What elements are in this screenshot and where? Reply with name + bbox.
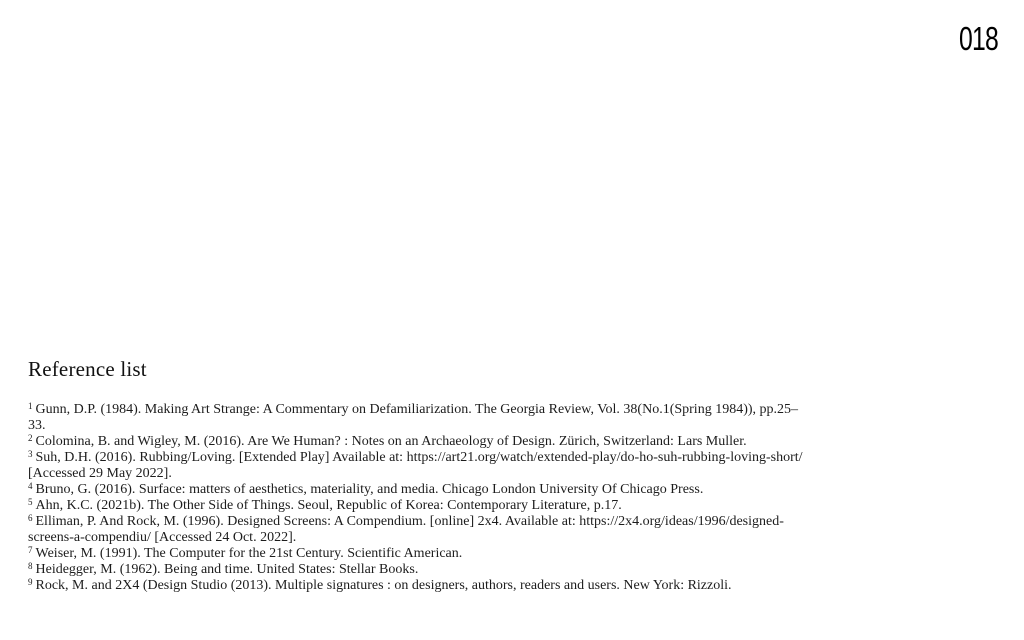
- reference-item: [28, 562, 810, 578]
- reference-text: Colomina, B. and Wigley, M. (2016). Are We Human? : Notes on an Archaeology of Design. Zürich, Switzerland: Lars Muller.: [35, 434, 747, 449]
- page-number: 018: [958, 20, 998, 57]
- reference-item: [28, 402, 810, 434]
- reference-marker: 3: [28, 449, 33, 459]
- section-heading: Reference list: [28, 357, 147, 381]
- reference-list: [28, 402, 810, 594]
- reference-item: [28, 578, 810, 594]
- reference-marker: 1: [28, 401, 33, 411]
- reference-item: [28, 514, 810, 546]
- reference-marker: 8: [28, 561, 33, 571]
- reference-item: [28, 546, 810, 562]
- reference-marker: 5: [28, 497, 33, 507]
- reference-item: [28, 498, 810, 514]
- reference-item: [28, 450, 810, 482]
- reference-text: Elliman, P. And Rock, M. (1996). Designed Screens: A Compendium. [online] 2x4. Available at: https://2x4.org/ideas/1996/designed-screens-a-compendiu/ [Accessed 24 Oct. 2022].: [28, 514, 784, 545]
- reference-text: Suh, D.H. (2016). Rubbing/Loving. [Extended Play] Available at: https://art21.org/watch/extended-play/do-ho-suh-rubbing-loving-short/ [Accessed 29 May 2022].: [28, 450, 803, 481]
- reference-text: Heidegger, M. (1962). Being and time. United States: Stellar Books.: [35, 562, 419, 577]
- reference-section: [28, 356, 810, 594]
- reference-item: [28, 482, 810, 498]
- reference-text: Bruno, G. (2016). Surface: matters of aesthetics, materiality, and media. Chicago London University Of Chicago Press.: [35, 482, 704, 497]
- reference-text: Weiser, M. (1991). The Computer for the 21st Century. Scientific American.: [35, 546, 463, 561]
- reference-marker: 2: [28, 433, 33, 443]
- reference-marker: 9: [28, 577, 33, 587]
- reference-text: Gunn, D.P. (1984). Making Art Strange: A Commentary on Defamiliarization. The Georgia Review, Vol. 38(No.1(Spring 1984)), pp.25–33.: [28, 402, 799, 433]
- reference-text: Ahn, K.C. (2021b). The Other Side of Things. Seoul, Republic of Korea: Contemporary Literature, p.17.: [35, 498, 622, 513]
- reference-marker: 7: [28, 545, 33, 555]
- reference-text: Rock, M. and 2X4 (Design Studio (2013). Multiple signatures : on designers, authors, readers and users. New York: Rizzoli.: [35, 578, 732, 593]
- reference-marker: 4: [28, 481, 33, 491]
- reference-item: [28, 434, 810, 450]
- reference-marker: 6: [28, 513, 33, 523]
